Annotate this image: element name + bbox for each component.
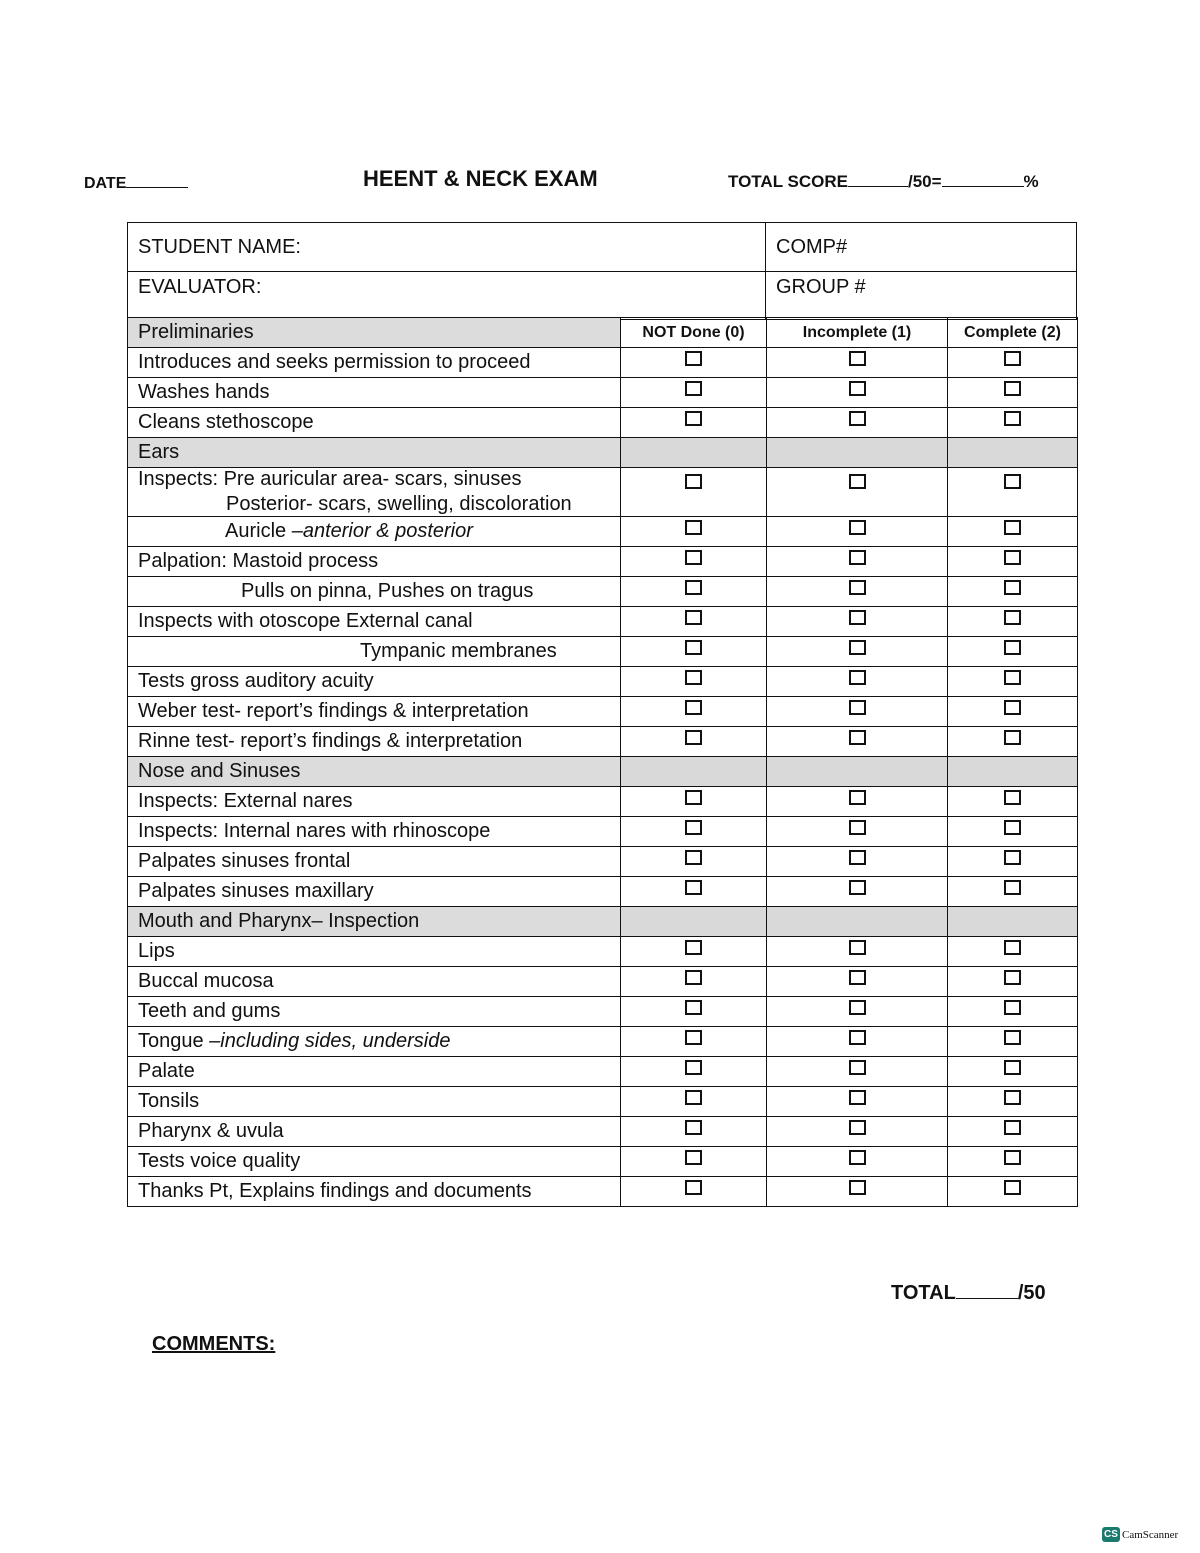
item-label: Inspects: External nares: [128, 787, 621, 817]
table-row: [128, 1117, 1078, 1147]
table-row: [128, 408, 1078, 438]
item-label: Weber test- report’s findings & interpretation: [128, 697, 621, 727]
comp-cell[interactable]: [766, 223, 1077, 272]
percent-blank[interactable]: [942, 172, 1024, 187]
table-row: [128, 937, 1078, 967]
table-row: [128, 1147, 1078, 1177]
item-label: Thanks Pt, Explains findings and documents: [128, 1177, 621, 1207]
checkbox-not-done[interactable]: [685, 1030, 702, 1045]
checkbox-complete[interactable]: [1004, 700, 1021, 715]
checkbox-not-done[interactable]: [685, 1180, 702, 1195]
checkbox-incomplete[interactable]: [849, 520, 866, 535]
item-label: Cleans stethoscope: [128, 408, 621, 438]
checkbox-not-done[interactable]: [685, 1060, 702, 1075]
checkbox-complete[interactable]: [1004, 351, 1021, 366]
total-field: [891, 1282, 1046, 1305]
table-row: [128, 637, 1078, 667]
checkbox-incomplete[interactable]: [849, 1060, 866, 1075]
checkbox-not-done[interactable]: [685, 1120, 702, 1135]
checkbox-not-done[interactable]: [685, 580, 702, 595]
checkbox-incomplete[interactable]: [849, 790, 866, 805]
checkbox-incomplete[interactable]: [849, 351, 866, 366]
item-label: Teeth and gums: [128, 997, 621, 1027]
checkbox-incomplete[interactable]: [849, 1180, 866, 1195]
total-label: TOTAL: [891, 1282, 956, 1304]
evaluator-label: EVALUATOR:: [138, 276, 262, 298]
checkbox-complete[interactable]: [1004, 670, 1021, 685]
table-row: [128, 1087, 1078, 1117]
checkbox-complete[interactable]: [1004, 1180, 1021, 1195]
checkbox-incomplete[interactable]: [849, 1120, 866, 1135]
table-row: [128, 787, 1078, 817]
checkbox-complete[interactable]: [1004, 790, 1021, 805]
checkbox-not-done[interactable]: [685, 940, 702, 955]
checkbox-complete[interactable]: [1004, 1060, 1021, 1075]
checkbox-incomplete[interactable]: [849, 640, 866, 655]
tongue-italic: –including sides, underside: [209, 1030, 451, 1052]
item-label: Tests gross auditory acuity: [128, 667, 621, 697]
checkbox-not-done[interactable]: [685, 850, 702, 865]
student-name-cell[interactable]: [128, 223, 766, 272]
item-label: Tympanic membranes: [128, 637, 621, 667]
col-incomplete: Incomplete (1): [767, 318, 948, 348]
item-label: Tests voice quality: [128, 1147, 621, 1177]
item-label: Palpates sinuses frontal: [128, 847, 621, 877]
table-row: [128, 997, 1078, 1027]
checkbox-complete[interactable]: [1004, 381, 1021, 396]
checkbox-not-done[interactable]: [685, 1090, 702, 1105]
score-denominator: /50=: [907, 172, 942, 191]
table-row: [128, 1177, 1078, 1207]
group-cell[interactable]: [766, 272, 1077, 320]
table-row: [128, 378, 1078, 408]
table-row: [128, 967, 1078, 997]
item-label: [128, 517, 621, 547]
checkbox-not-done[interactable]: [685, 640, 702, 655]
checkbox-not-done[interactable]: [685, 880, 702, 895]
checkbox-complete[interactable]: [1004, 970, 1021, 985]
checkbox-incomplete[interactable]: [849, 940, 866, 955]
section-row: [128, 907, 1078, 937]
checkbox-complete[interactable]: [1004, 1150, 1021, 1165]
evaluator-cell[interactable]: [128, 272, 766, 320]
date-label: DATE: [84, 175, 127, 192]
item-label: Palate: [128, 1057, 621, 1087]
inspects-line-2: Posterior- scars, swelling, discoloration: [226, 493, 572, 515]
item-label: Inspects: Internal nares with rhinoscope: [128, 817, 621, 847]
section-nose: Nose and Sinuses: [128, 757, 621, 787]
header-row: [128, 318, 1078, 348]
table-row: [128, 1057, 1078, 1087]
checkbox-not-done[interactable]: [685, 670, 702, 685]
checkbox-complete[interactable]: [1004, 1030, 1021, 1045]
item-label: Inspects with otoscope External canal: [128, 607, 621, 637]
table-row: [128, 817, 1078, 847]
table-row: [128, 727, 1078, 757]
table-row: [128, 697, 1078, 727]
table-row: [128, 577, 1078, 607]
camscanner-watermark: [1102, 1527, 1178, 1542]
checkbox-complete[interactable]: [1004, 580, 1021, 595]
checkbox-complete[interactable]: [1004, 411, 1021, 426]
item-label: Palpates sinuses maxillary: [128, 877, 621, 907]
checkbox-complete[interactable]: [1004, 730, 1021, 745]
table-row: [128, 607, 1078, 637]
section-preliminaries: Preliminaries: [128, 318, 621, 348]
total-blank[interactable]: [956, 1284, 1018, 1299]
checkbox-not-done[interactable]: [685, 550, 702, 565]
checkbox-complete[interactable]: [1004, 850, 1021, 865]
checkbox-not-done[interactable]: [685, 351, 702, 366]
checkbox-not-done[interactable]: [685, 1000, 702, 1015]
checkbox-incomplete[interactable]: [849, 1030, 866, 1045]
checkbox-complete[interactable]: [1004, 640, 1021, 655]
item-label: Pharynx & uvula: [128, 1117, 621, 1147]
group-label: GROUP #: [776, 276, 866, 298]
checkbox-incomplete[interactable]: [849, 700, 866, 715]
checkbox-complete[interactable]: [1004, 820, 1021, 835]
item-label: Washes hands: [128, 378, 621, 408]
comp-label: COMP#: [776, 235, 848, 258]
checkbox-incomplete[interactable]: [849, 1150, 866, 1165]
checklist-table: [127, 317, 1078, 1207]
checkbox-incomplete[interactable]: [849, 730, 866, 745]
total-denominator: /50: [1017, 1282, 1046, 1304]
col-not-done: NOT Done (0): [621, 318, 767, 348]
checkbox-complete[interactable]: [1004, 1090, 1021, 1105]
checkbox-not-done[interactable]: [685, 474, 702, 489]
comments-label: COMMENTS:: [152, 1333, 276, 1355]
checkbox-not-done[interactable]: [685, 610, 702, 625]
checkbox-incomplete[interactable]: [849, 880, 866, 895]
tongue-text: Tongue: [138, 1030, 210, 1052]
checkbox-not-done[interactable]: [685, 970, 702, 985]
section-row: [128, 757, 1078, 787]
checkbox-incomplete[interactable]: [849, 670, 866, 685]
checkbox-incomplete[interactable]: [849, 610, 866, 625]
checkbox-complete[interactable]: [1004, 550, 1021, 565]
checkbox-not-done[interactable]: [685, 700, 702, 715]
item-label: Lips: [128, 937, 621, 967]
item-label: Pulls on pinna, Pushes on tragus: [128, 577, 621, 607]
checkbox-incomplete[interactable]: [849, 580, 866, 595]
checkbox-complete[interactable]: [1004, 1120, 1021, 1135]
table-row: [128, 468, 1078, 517]
checkbox-not-done[interactable]: [685, 1150, 702, 1165]
table-row: [128, 847, 1078, 877]
auricle-text: Auricle: [225, 520, 292, 542]
item-label: Palpation: Mastoid process: [128, 547, 621, 577]
table-row: [128, 1027, 1078, 1057]
section-mouth: Mouth and Pharynx– Inspection: [128, 907, 621, 937]
date-blank[interactable]: [126, 173, 188, 188]
checkbox-not-done[interactable]: [685, 381, 702, 396]
info-table: [127, 222, 1077, 320]
section-ears: Ears: [128, 438, 621, 468]
checkbox-incomplete[interactable]: [849, 411, 866, 426]
checkbox-complete[interactable]: [1004, 940, 1021, 955]
item-label: Tonsils: [128, 1087, 621, 1117]
checkbox-complete[interactable]: [1004, 474, 1021, 489]
table-row: [128, 547, 1078, 577]
checkbox-incomplete[interactable]: [849, 820, 866, 835]
checkbox-incomplete[interactable]: [849, 850, 866, 865]
table-row: [128, 667, 1078, 697]
student-name-label: STUDENT NAME:: [138, 235, 301, 258]
total-score-label: TOTAL SCORE: [728, 172, 848, 191]
auricle-italic: –anterior & posterior: [291, 520, 473, 542]
item-label: [128, 1027, 621, 1057]
checkbox-incomplete[interactable]: [849, 474, 866, 489]
checkbox-not-done[interactable]: [685, 411, 702, 426]
section-row: [128, 438, 1078, 468]
checkbox-not-done[interactable]: [685, 790, 702, 805]
checkbox-not-done[interactable]: [685, 730, 702, 745]
total-score-field: [728, 172, 1039, 192]
table-row: [128, 517, 1078, 547]
checkbox-incomplete[interactable]: [849, 1000, 866, 1015]
checkbox-not-done[interactable]: [685, 520, 702, 535]
checkbox-incomplete[interactable]: [849, 970, 866, 985]
camscanner-text: CamScanner: [1122, 1528, 1179, 1541]
table-row: [128, 877, 1078, 907]
date-field: [84, 173, 188, 193]
checkbox-complete[interactable]: [1004, 880, 1021, 895]
item-label: Buccal mucosa: [128, 967, 621, 997]
checkbox-incomplete[interactable]: [849, 1090, 866, 1105]
col-complete: Complete (2): [948, 318, 1078, 348]
item-label: Rinne test- report’s findings & interpretation: [128, 727, 621, 757]
checkbox-incomplete[interactable]: [849, 381, 866, 396]
score-blank[interactable]: [848, 172, 908, 187]
checkbox-not-done[interactable]: [685, 820, 702, 835]
inspects-line-1: Inspects: Pre auricular area- scars, sinuses: [138, 468, 522, 490]
checkbox-complete[interactable]: [1004, 610, 1021, 625]
checkbox-incomplete[interactable]: [849, 550, 866, 565]
percent-sign: %: [1023, 172, 1039, 191]
page-title: HEENT & NECK EXAM: [363, 166, 598, 191]
camscanner-logo-icon: CS: [1102, 1527, 1120, 1542]
item-label: Introduces and seeks permission to proceed: [128, 348, 621, 378]
table-row: [128, 348, 1078, 378]
checkbox-complete[interactable]: [1004, 520, 1021, 535]
item-label: [128, 468, 621, 517]
checkbox-complete[interactable]: [1004, 1000, 1021, 1015]
